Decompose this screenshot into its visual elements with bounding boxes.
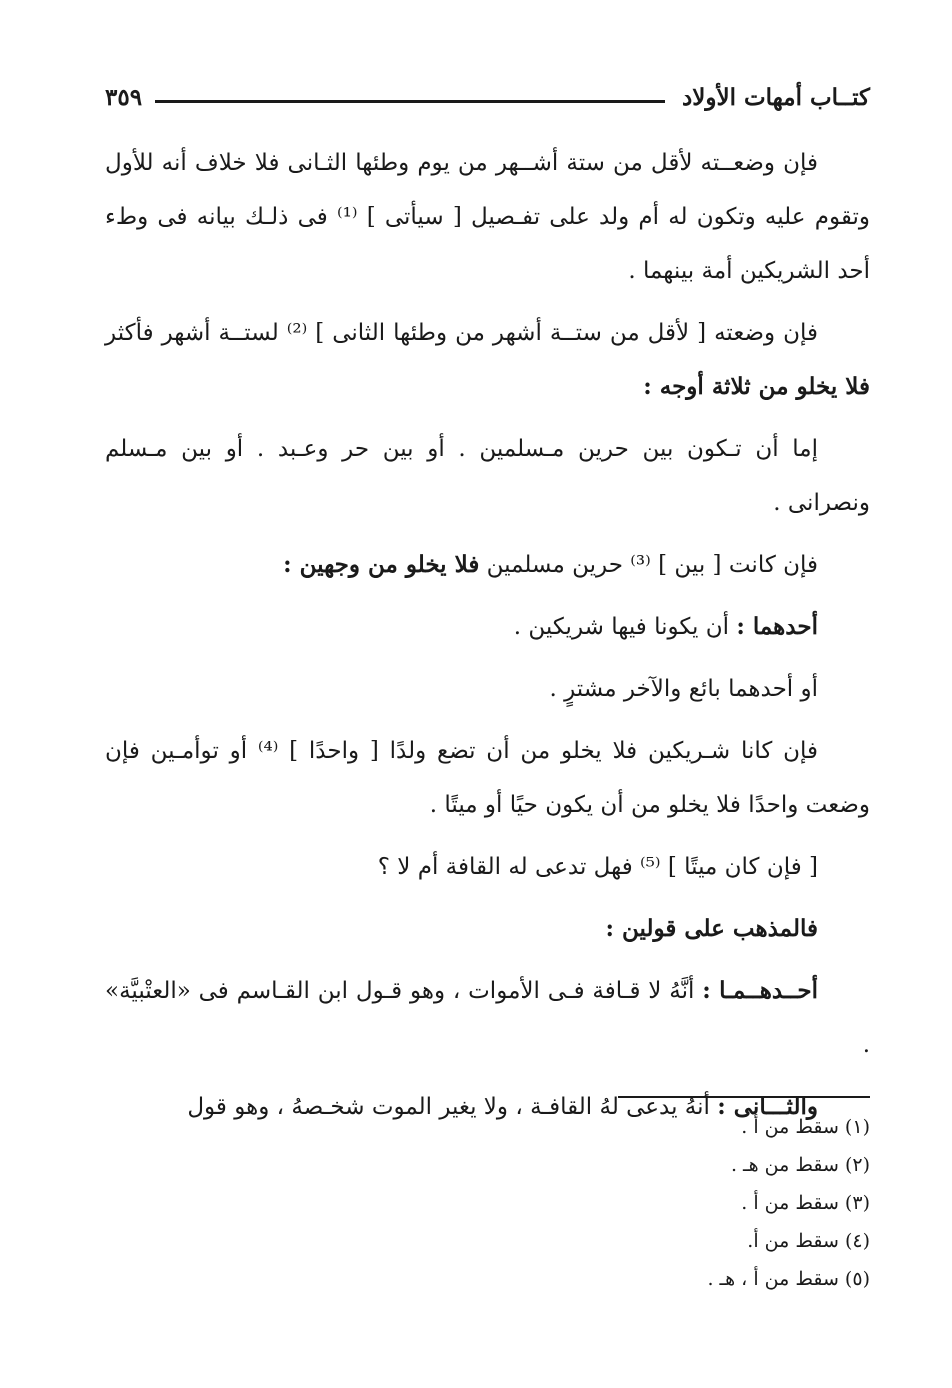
footnote-3: (٣) سقط من أ . — [741, 1192, 870, 1214]
paragraph-2-bold: فلا يخلو من ثلاثة أوجه : — [643, 373, 870, 400]
footnote-1: (١) سقط من أ . — [741, 1116, 870, 1138]
paragraph-2-text: فإن وضعته [ لأقل من ستــة أشهر من وطئها الثانى ] ⁽²⁾ لستــة أشهر فأكثر — [105, 320, 818, 346]
footnote-2: (٢) سقط من هـ . — [730, 1154, 870, 1176]
footnotes — [470, 1108, 870, 1298]
paragraph-4-text: فإن كانت [ بين ] ⁽³⁾ حرين مسلمين — [486, 552, 818, 578]
paragraph-6: أو أحدهما بائع والآخر مشترٍ . — [549, 676, 818, 702]
paragraph-5 — [105, 600, 870, 654]
running-header — [105, 80, 870, 120]
paragraph-2 — [105, 306, 870, 414]
paragraph-11-text: أنهُ يدعى لهُ القافـة ، ولا يغير الموت شخـصهُ ، وهو قول — [187, 1094, 710, 1120]
paragraph-10-text: أنَّهُ لا قـافة فـى الأموات ، وهو قـول ابن القـاسم فى «العتْبيَّة» . — [105, 978, 870, 1058]
paragraph-1: فإن وضعــته لأقل من ستة أشــهر من يوم وطئها الثـانى فلا خلاف أنه للأول وتقوم عليه وتكون له أم ولد على تفـصيل [ سيأتى ] ⁽¹⁾ فى ذلـك بيانه فى وطء أحد الشريكين أمة بينهما . — [105, 150, 870, 284]
paragraph-4 — [105, 538, 870, 592]
book-title: كتــاب أمهات الأولاد — [682, 84, 870, 111]
section-heading: فالمذهب على قولين : — [605, 915, 818, 942]
paragraph-11-bold: والثـــانى : — [717, 1093, 818, 1120]
main-text — [105, 136, 870, 1142]
paragraph-10-bold: أحــدهــمـا : — [702, 977, 818, 1004]
paragraph-10 — [105, 964, 870, 1072]
paragraph-7: فإن كانا شـريكين فلا يخلو من أن تضع ولدًا [ واحدًا ] ⁽⁴⁾ أو توأمـين فإن وضعت واحدًا فلا يخلو من أن يكون حيًا أو ميتًا . — [105, 738, 870, 818]
page-number: ٣٥٩ — [105, 84, 143, 111]
footnote-5: (٥) سقط من أ ، هـ . — [707, 1268, 870, 1290]
paragraph-4-bold: فلا يخلو من وجهين : — [283, 551, 480, 578]
paragraph-5-text: أن يكونا فيها شريكين . — [513, 614, 730, 640]
footnote-rule — [618, 1096, 870, 1098]
paragraph-3: إما أن تـكون بين حرين مـسلمين . أو بين حر وعـبد . أو بين مـسلم ونصرانى . — [105, 436, 870, 516]
header-rule — [155, 100, 665, 103]
paragraph-5-bold: أحدهما : — [736, 613, 818, 640]
paragraph-8: [ فإن كان ميتًا ] ⁽⁵⁾ فهل تدعى له القافة أم لا ؟ — [377, 854, 818, 880]
footnote-4: (٤) سقط من أ. — [747, 1230, 870, 1252]
